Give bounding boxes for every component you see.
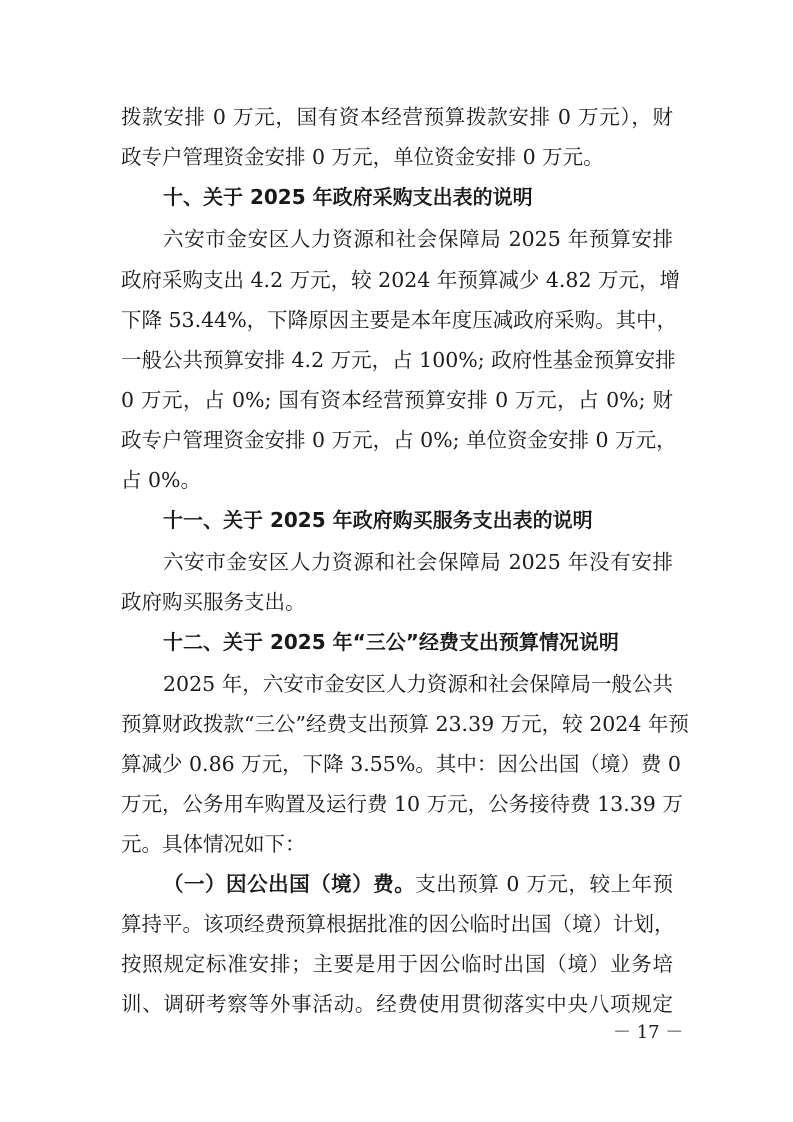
paragraph-line: 算持平。该项经费预算根据批准的因公临时出国（境）计划， [121, 912, 675, 936]
paragraph-line: 算减少 0.86 万元，下降 3.55%。其中：因公出国（境）费 0 [121, 752, 681, 776]
paragraph-line: 六安市金安区人力资源和社会保障局 2025 年没有安排 [163, 550, 673, 574]
section-heading-12: 十二、关于 2025 年“三公”经费支出预算情况说明 [163, 630, 619, 654]
paragraph-line: 0 万元，占 0%; 国有资本经营预算安排 0 万元，占 0%; 财 [121, 388, 673, 412]
paragraph-line: 训、调研考察等外事活动。经费使用贯彻落实中央八项规定 [121, 992, 673, 1016]
paragraph-line: 万元，公务用车购置及运行费 10 万元，公务接待费 13.39 万 [121, 792, 683, 816]
paragraph-line: 六安市金安区人力资源和社会保障局 2025 年预算安排 [163, 227, 673, 251]
paragraph-line: 预算财政拨款“三公”经费支出预算 23.39 万元，较 2024 年预 [121, 712, 689, 736]
section-heading-11: 十一、关于 2025 年政府购买服务支出表的说明 [163, 508, 593, 532]
paragraph-line: 占 0%。 [121, 468, 202, 492]
paragraph-line: 2025 年，六安市金安区人力资源和社会保障局一般公共 [163, 672, 673, 696]
paragraph-line: 政专户管理资金安排 0 万元，单位资金安排 0 万元。 [121, 145, 604, 169]
subsection-heading-1: （一）因公出国（境）费。 [163, 872, 416, 896]
paragraph-line: 下降 53.44%，下降原因主要是本年度压减政府采购。其中， [121, 308, 678, 332]
paragraph-line: 拨款安排 0 万元，国有资本经营预算拨款安排 0 万元），财 [121, 105, 673, 129]
paragraph-line: 元。具体情况如下： [121, 832, 306, 856]
paragraph-line: 政府购买服务支出。 [121, 590, 306, 614]
paragraph-line: 按照规定标准安排；主要是用于因公临时出国（境）业务培 [121, 952, 673, 976]
paragraph-line: 政府采购支出 4.2 万元，较 2024 年预算减少 4.82 万元，增 [121, 268, 681, 292]
paragraph-line: 政专户管理资金安排 0 万元，占 0%; 单位资金安排 0 万元， [121, 428, 677, 452]
section-heading-10: 十、关于 2025 年政府采购支出表的说明 [163, 185, 533, 209]
paragraph-line [163, 864, 673, 904]
paragraph-text: 支出预算 0 万元，较上年预 [415, 872, 674, 896]
page-number: － 17 － [613, 1022, 684, 1043]
paragraph-line: 一般公共预算安排 4.2 万元，占 100%; 政府性基金预算安排 [121, 348, 676, 372]
